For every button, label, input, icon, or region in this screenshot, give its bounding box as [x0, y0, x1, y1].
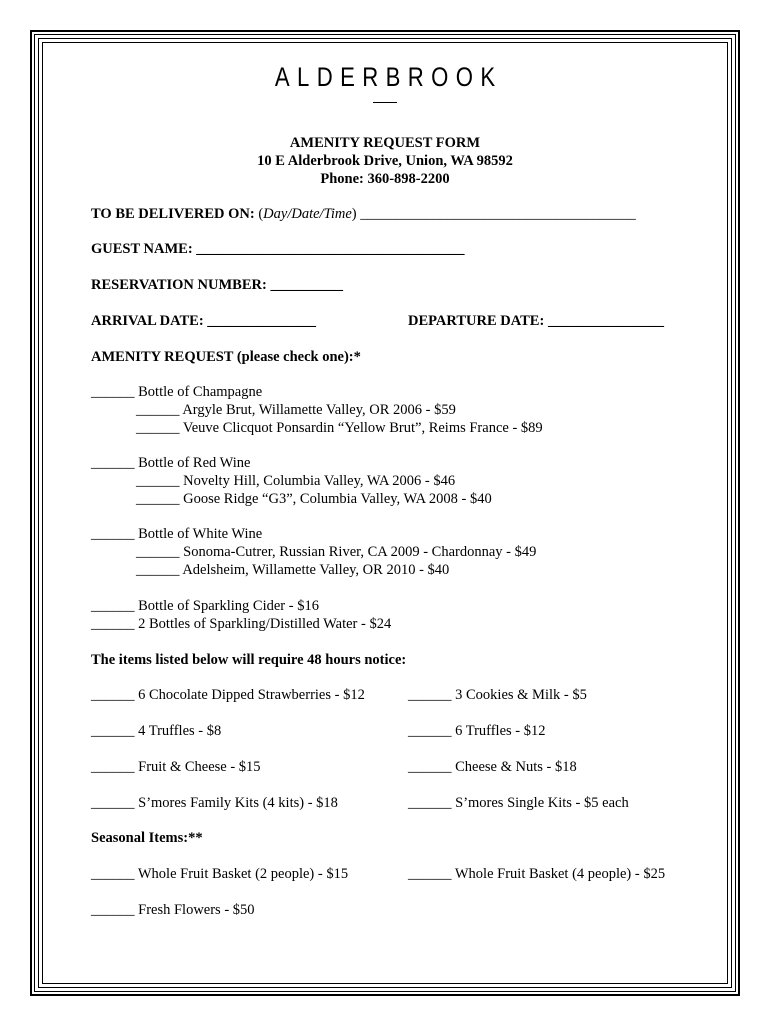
check-blank[interactable]: ______ — [91, 687, 135, 703]
check-blank[interactable]: ______ — [408, 687, 452, 703]
check-blank[interactable]: ______ — [136, 402, 180, 418]
champagne-option — [136, 402, 456, 419]
item-label: Fresh Flowers - $50 — [138, 902, 255, 918]
guest-name-field[interactable]: _____________________________________ — [196, 241, 465, 257]
option-label: Sonoma-Cutrer, Russian River, CA 2009 - Chardonnay - $49 — [183, 544, 537, 560]
option-label: Goose Ridge “G3”, Columbia Valley, WA 2008 - $40 — [183, 491, 492, 507]
red-wine-option — [136, 491, 492, 508]
option-label: Veuve Clicquot Ponsardin “Yellow Brut”, Reims France - $89 — [182, 420, 543, 436]
check-blank[interactable]: ______ — [91, 866, 135, 882]
item-label: Fruit & Cheese - $15 — [138, 759, 261, 775]
item-label: 3 Cookies & Milk - $5 — [455, 687, 587, 703]
reservation-row — [91, 277, 343, 294]
seasonal-item — [91, 902, 255, 919]
delivered-on-row: TO BE DELIVERED ON: (Day/Date/Time) ______________________________________ — [91, 206, 636, 222]
white-wine-option — [136, 544, 536, 561]
guest-name-row — [91, 241, 465, 258]
item-label: Cheese & Nuts - $18 — [455, 759, 577, 775]
item-label: Whole Fruit Basket (4 people) - $25 — [454, 866, 666, 882]
champagne-label: Bottle of Champagne — [138, 384, 263, 400]
cider-label: Bottle of Sparkling Cider - $16 — [138, 598, 319, 614]
check-blank[interactable]: ______ — [91, 723, 135, 739]
form-title: AMENITY REQUEST FORM — [289, 135, 481, 151]
departure-row — [408, 313, 664, 330]
seasonal-item — [91, 866, 348, 883]
item-label: Whole Fruit Basket (2 people) - $15 — [137, 866, 349, 882]
notice-heading: The items listed below will require 48 hours notice: — [91, 652, 407, 668]
guest-name-label: GUEST NAME: — [91, 241, 193, 257]
delivered-on-label: TO BE DELIVERED ON: — [91, 206, 255, 222]
departure-field[interactable]: ________________ — [547, 313, 664, 329]
arrival-label: ARRIVAL DATE: — [91, 313, 204, 329]
notice-item — [408, 723, 546, 740]
arrival-row — [91, 313, 316, 330]
item-label: 4 Truffles - $8 — [138, 723, 222, 739]
cider-row — [91, 598, 319, 615]
red-wine-row — [91, 455, 250, 472]
check-blank[interactable]: ______ — [408, 723, 452, 739]
amenity-heading: AMENITY REQUEST (please check one):* — [91, 349, 361, 365]
seasonal-heading: Seasonal Items:** — [91, 830, 203, 846]
champagne-row — [91, 384, 262, 401]
address: 10 E Alderbrook Drive, Union, WA 98592 — [257, 153, 513, 169]
check-blank[interactable]: ______ — [91, 384, 135, 400]
check-blank[interactable]: ______ — [91, 616, 135, 632]
notice-item — [408, 759, 577, 776]
check-blank[interactable]: ______ — [408, 759, 452, 775]
delivered-on-field[interactable]: ______________________________________ — [360, 206, 636, 222]
check-blank[interactable]: ______ — [136, 473, 180, 489]
notice-item — [408, 687, 587, 704]
check-blank[interactable]: ______ — [91, 795, 135, 811]
notice-item — [91, 759, 261, 776]
check-blank[interactable]: ______ — [136, 544, 180, 560]
check-blank[interactable]: ______ — [408, 795, 452, 811]
white-wine-row — [91, 526, 262, 543]
option-label: Argyle Brut, Willamette Valley, OR 2006 - $59 — [182, 402, 456, 418]
reservation-label: RESERVATION NUMBER: — [91, 277, 267, 293]
check-blank[interactable]: ______ — [136, 562, 180, 578]
notice-item — [91, 723, 221, 740]
option-label: Adelsheim, Willamette Valley, OR 2010 - $40 — [182, 562, 450, 578]
seasonal-item — [408, 866, 665, 883]
option-label: Novelty Hill, Columbia Valley, WA 2006 - $46 — [183, 473, 456, 489]
departure-label: DEPARTURE DATE: — [408, 313, 545, 329]
check-blank[interactable]: ______ — [136, 420, 180, 436]
check-blank[interactable]: ______ — [91, 598, 135, 614]
water-row — [91, 616, 391, 633]
reservation-field[interactable]: __________ — [270, 277, 343, 293]
phone: Phone: 360-898-2200 — [320, 171, 450, 187]
check-blank[interactable]: ______ — [91, 455, 135, 471]
check-blank[interactable]: ______ — [91, 759, 135, 775]
water-label: 2 Bottles of Sparkling/Distilled Water - $24 — [138, 616, 392, 632]
notice-item — [91, 795, 338, 812]
check-blank[interactable]: ______ — [136, 491, 180, 507]
check-blank[interactable]: ______ — [91, 902, 135, 918]
alderbrook-logo: ALDERBROOK — [274, 62, 503, 92]
white-wine-label: Bottle of White Wine — [138, 526, 263, 542]
notice-item — [91, 687, 365, 704]
check-blank[interactable]: ______ — [91, 526, 135, 542]
white-wine-option — [136, 562, 449, 579]
item-label: S’mores Single Kits - $5 each — [455, 795, 629, 811]
red-wine-label: Bottle of Red Wine — [138, 455, 251, 471]
item-label: 6 Truffles - $12 — [455, 723, 546, 739]
notice-item — [408, 795, 629, 812]
check-blank[interactable]: ______ — [408, 866, 452, 882]
red-wine-option — [136, 473, 455, 490]
item-label: 6 Chocolate Dipped Strawberries - $12 — [138, 687, 365, 703]
arrival-field[interactable]: _______________ — [207, 313, 317, 329]
item-label: S’mores Family Kits (4 kits) - $18 — [138, 795, 338, 811]
champagne-option — [136, 420, 543, 437]
delivered-on-hint: Day/Date/Time — [263, 206, 352, 222]
logo-underline — [373, 102, 397, 103]
